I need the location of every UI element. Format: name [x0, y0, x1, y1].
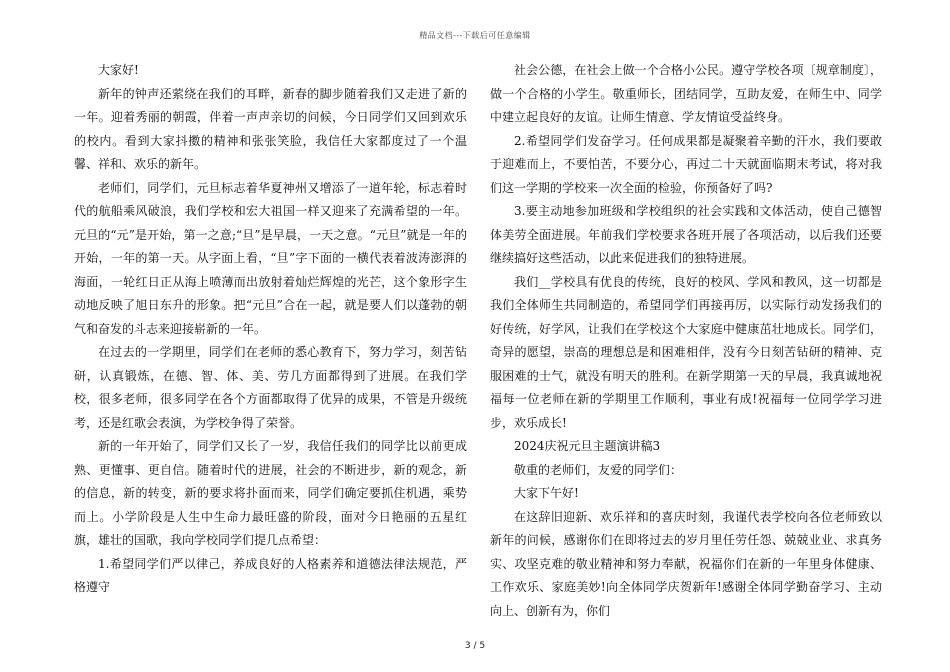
body-paragraph: 在过去的一学期里，同学们在老师的悉心教育下，努力学习，刻苦钻研，认真锻炼，在德、智、体、美、劳几方面都得到了进展。在我们学校，很多老师，很多同学在各个方面都取得了优异的成果，不管是升级统考，还是红歌会表演，为学校争得了荣誉。 — [74, 345, 467, 430]
left-column — [74, 59, 467, 600]
body-paragraph: 社会公德，在社会上做一个合格小公民。遵守学校各项〔规章制度〕，做一个合格的小学生。敬重师长，团结同学，互助友爱，在师生中、同学中建立起良好的友谊。让师生情意、学友情谊受益终身。 — [490, 63, 882, 124]
greeting-paragraph: 大家好! — [98, 63, 139, 77]
greeting-paragraph: 大家下午好! — [514, 486, 579, 500]
body-paragraph: 老师们，同学们，元旦标志着华夏神州又增添了一道年轮，标志着时代的航船乘风破浪，我们学校和宏大祖国一样又迎来了充满希望的一年。元旦的“元”是开始，第一之意;“旦”是早晨，一天之意。“元旦”就是一年的开始，一年的第一天。从字面上看，“旦”字下面的一横代表着波涛澎湃的海面，一轮红日正从海上喷薄而出放射着灿烂辉煌的光芒，这个象形字生动地反映了旭日东升的形象。把“元旦”合在一起，就是要人们以蓬勃的朝气和奋发的斗志来迎接崭新的一年。 — [74, 180, 467, 336]
right-column — [490, 59, 882, 623]
body-paragraph: 我们__学校具有优良的传统，良好的校风、学风和教风，这一切都是我们全体师生共同制造的，希望同学们再接再厉，以实际行动发扬我们的好传统，好学风，让我们在学校这个大家庭中健康茁壮地成长。同学们，奇异的愿望，崇高的理想总是和困难相伴，没有今日刻苦钻研的精神、克服困难的士气，就没有明天的胜利。在新学期第一天的早晨，我真诚地祝福每一位老师在新的学期里工作顺利，事业有成!祝福每一位同学学习进步，欢乐成长! — [490, 274, 882, 430]
list-item-paragraph: 3.要主动地参加班级和学校组织的社会实践和文体活动，使自己德智体美劳全面进展。年前我们学校要求各班开展了各项活动，以后我们还要继续搞好这些活动，以此来促进我们的独特进展。 — [490, 204, 882, 265]
body-paragraph: 新的一年开始了，同学们又长了一岁，我信任我们的同学比以前更成熟、更懂事、更自信。随着时代的进展，社会的不断进步，新的观念，新的信息，新的转变，新的要求将扑面而来，同学们确定要抓住机遇，乘势而上。小学阶段是人生中生命力最旺盛的阶段，面对今日艳丽的五星红旗，雄壮的国歌，我向学校同学们提几点希望： — [74, 439, 467, 547]
list-item-paragraph: 1.希望同学们严以律己，养成良好的人格素养和道德法律法规范，严格遵守 — [74, 556, 467, 594]
salutation-paragraph: 敬重的老师们，友爱的同学们： — [514, 462, 683, 477]
section-title: 2024庆祝元旦主题演讲稿3 — [514, 439, 661, 453]
body-paragraph: 在这辞旧迎新、欢乐祥和的喜庆时刻，我谨代表学校向各位老师致以新年的问候，感谢你们在即将过去的岁月里任劳任怨、兢兢业业、求真务实、攻坚克难的敬业精神和努力奉献，祝福你们在新的一年里身体健康、工作欢乐、家庭美妙!向全体同学庆贺新年!感谢全体同学勤奋学习、主动向上、创新有为，你们 — [490, 509, 882, 618]
page-number: 3 / 5 — [464, 641, 486, 651]
list-item-paragraph: 2.希望同学们发奋学习。任何成果都是凝聚着辛勤的汗水，我们要敢于迎难而上，不要怕苦，不要分心，再过二十天就面临期末考试，将对我们这一学期的学校来一次全面的检验，你预备好了吗? — [490, 133, 882, 195]
page-header: 精品文档---下载后可任意编辑 — [419, 31, 531, 40]
body-paragraph: 新年的钟声还萦绕在我们的耳畔，新春的脚步随着我们又走进了新的一年。迎着秀丽的朝霞，伴着一声声亲切的问候，今日同学们又回到欢乐的校内。看到大家抖擞的精神和张张笑脸，我信任大家都度过了一个温馨、祥和、欢乐的新年。 — [74, 86, 467, 171]
